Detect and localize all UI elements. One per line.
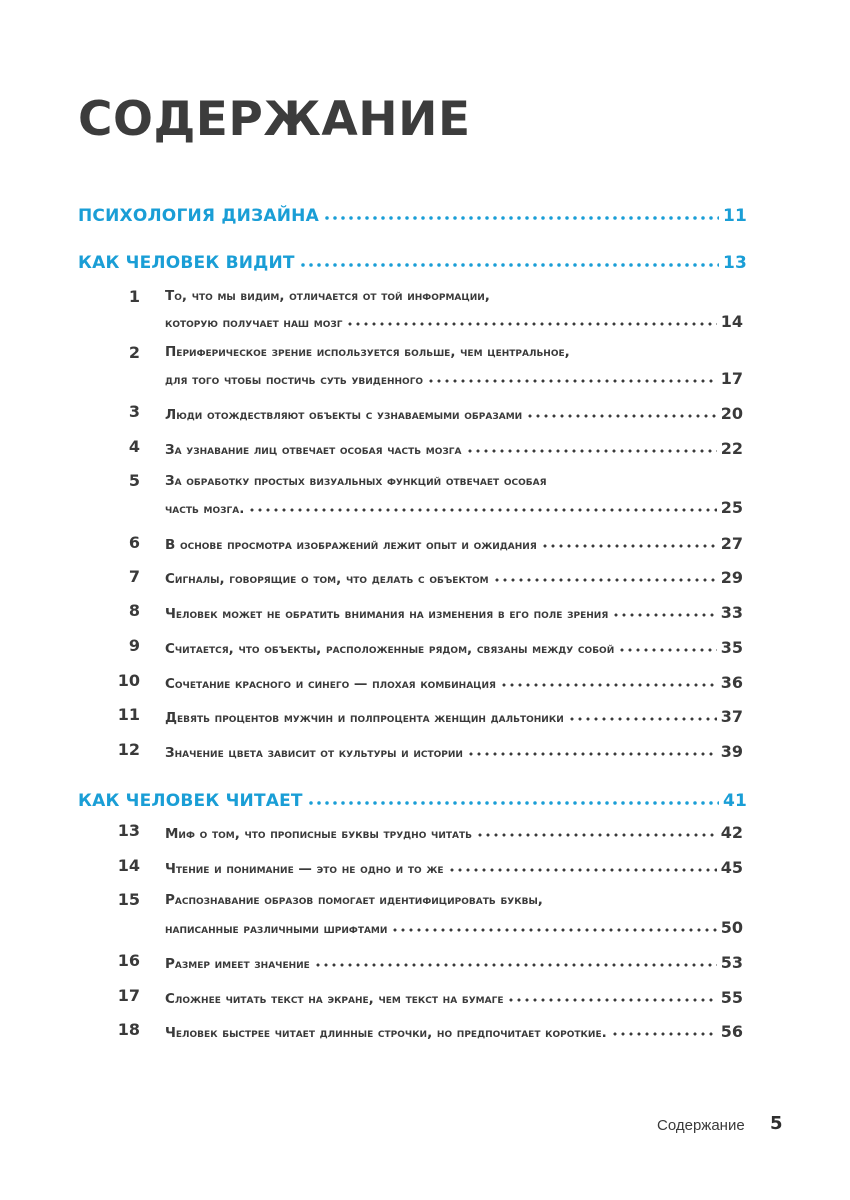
entry-title: Человек быстрее читает длинные строчки, но предпочитает короткие. xyxy=(165,1025,607,1041)
entry-title: Значение цвета зависит от культуры и истории xyxy=(165,745,463,761)
entry-page: 55 xyxy=(720,988,743,1007)
entry-number: 11 xyxy=(117,705,140,724)
dot-leader xyxy=(500,683,717,687)
entry-title-line1: То, что мы видим, отличается от той информации, xyxy=(165,288,490,304)
entry-page: 27 xyxy=(720,534,743,553)
entry-number: 14 xyxy=(117,856,140,875)
entry-page: 20 xyxy=(720,404,743,423)
entry-title: часть мозга. xyxy=(165,501,245,517)
entry-number: 10 xyxy=(117,671,140,690)
toc-entry[interactable] xyxy=(165,600,743,622)
dot-leader xyxy=(391,928,716,932)
entry-title: Люди отождествляют объекты с узнаваемыми образами xyxy=(165,407,523,423)
entry-number: 15 xyxy=(117,890,140,909)
entry-title: для того чтобы постичь суть увиденного xyxy=(165,372,424,388)
dot-leader xyxy=(467,752,717,756)
entry-number: 6 xyxy=(128,533,140,552)
footer-label: Содержание xyxy=(657,1117,745,1134)
dot-leader xyxy=(427,379,717,383)
section-title: КАК ЧЕЛОВЕК ЧИТАЕТ xyxy=(78,791,303,811)
footer-page-number: 5 xyxy=(770,1113,783,1134)
entry-title: Чтение и понимание — это не одно и то же xyxy=(165,861,444,877)
toc-entry[interactable] xyxy=(165,985,743,1007)
toc-entry[interactable] xyxy=(165,436,743,458)
entry-title: Миф о том, что прописные буквы трудно читать xyxy=(165,826,472,842)
toc-entry[interactable] xyxy=(165,820,743,842)
entry-title: Сочетание красного и синего — плохая комбинация xyxy=(165,676,496,692)
entry-number: 4 xyxy=(128,437,140,456)
entry-number: 1 xyxy=(128,287,140,306)
entry-page: 25 xyxy=(720,498,743,517)
dot-leader xyxy=(493,578,717,582)
toc-entry[interactable] xyxy=(165,915,743,937)
entry-title: написанные различными шрифтами xyxy=(165,921,388,937)
section-title: ПСИХОЛОГИЯ ДИЗАЙНА xyxy=(78,206,319,226)
entry-page: 17 xyxy=(720,369,743,388)
toc-entry[interactable] xyxy=(165,704,743,726)
entry-number: 17 xyxy=(117,986,140,1005)
entry-title-line1: Периферическое зрение используется больше, чем центральное, xyxy=(165,344,570,360)
dot-leader xyxy=(307,801,719,805)
toc-entry[interactable] xyxy=(165,950,743,972)
dot-leader xyxy=(299,263,719,267)
entry-page: 56 xyxy=(720,1022,743,1041)
entry-page: 37 xyxy=(720,707,743,726)
entry-title-line1: За обработку простых визуальных функций отвечает особая xyxy=(165,473,547,489)
section-page: 41 xyxy=(722,791,747,811)
entry-number: 7 xyxy=(128,567,140,586)
toc-entry[interactable] xyxy=(165,366,743,388)
entry-number: 9 xyxy=(128,636,140,655)
dot-leader xyxy=(476,833,717,837)
entry-title-line1: Распознавание образов помогает идентифицировать буквы, xyxy=(165,892,543,908)
section-title: КАК ЧЕЛОВЕК ВИДИТ xyxy=(78,253,295,273)
toc-entry[interactable] xyxy=(165,401,743,423)
entry-page: 36 xyxy=(720,673,743,692)
toc-entry[interactable] xyxy=(165,1019,743,1041)
entry-page: 53 xyxy=(720,953,743,972)
dot-leader xyxy=(612,613,716,617)
toc-entry[interactable] xyxy=(165,855,743,877)
entry-number: 3 xyxy=(128,402,140,421)
toc-section[interactable] xyxy=(78,200,747,226)
entry-title: которую получает наш мозг xyxy=(165,315,343,331)
dot-leader xyxy=(541,544,717,548)
entry-page: 29 xyxy=(720,568,743,587)
toc-entry[interactable] xyxy=(165,495,743,517)
toc-entry[interactable] xyxy=(165,309,743,331)
dot-leader xyxy=(507,998,716,1002)
entry-title: За узнавание лиц отвечает особая часть мозга xyxy=(165,442,462,458)
entry-page: 14 xyxy=(720,312,743,331)
toc-entry[interactable] xyxy=(165,635,743,657)
dot-leader xyxy=(568,717,717,721)
entry-page: 22 xyxy=(720,439,743,458)
toc-entry[interactable] xyxy=(165,531,743,553)
section-page: 11 xyxy=(722,206,747,226)
entry-title: Девять процентов мужчин и полпроцента женщин дальтоники xyxy=(165,710,564,726)
dot-leader xyxy=(526,414,717,418)
dot-leader xyxy=(618,648,716,652)
entry-title: Считается, что объекты, расположенные рядом, связаны между собой xyxy=(165,641,615,657)
dot-leader xyxy=(466,449,717,453)
entry-title: Размер имеет значение xyxy=(165,956,310,972)
entry-page: 39 xyxy=(720,742,743,761)
entry-number: 8 xyxy=(128,601,140,620)
entry-number: 12 xyxy=(117,740,140,759)
section-page: 13 xyxy=(722,253,747,273)
entry-page: 42 xyxy=(720,823,743,842)
entry-page: 33 xyxy=(720,603,743,622)
entry-number: 5 xyxy=(128,471,140,490)
entry-title: Сложнее читать текст на экране, чем текст на бумаге xyxy=(165,991,504,1007)
dot-leader xyxy=(248,508,716,512)
toc-section[interactable] xyxy=(78,785,747,811)
entry-number: 2 xyxy=(128,343,140,362)
entry-title: В основе просмотра изображений лежит опыт и ожидания xyxy=(165,537,537,553)
entry-page: 35 xyxy=(720,638,743,657)
page-title: СОДЕРЖАНИЕ xyxy=(78,92,471,147)
toc-section[interactable] xyxy=(78,247,747,273)
entry-number: 18 xyxy=(117,1020,140,1039)
dot-leader xyxy=(323,216,719,220)
entry-number: 13 xyxy=(117,821,140,840)
entry-page: 45 xyxy=(720,858,743,877)
toc-entry[interactable] xyxy=(165,739,743,761)
dot-leader xyxy=(346,322,716,326)
entry-title: Человек может не обратить внимания на изменения в его поле зрения xyxy=(165,606,609,622)
dot-leader xyxy=(611,1032,717,1036)
toc-entry[interactable] xyxy=(165,670,743,692)
entry-number: 16 xyxy=(117,951,140,970)
entry-page: 50 xyxy=(720,918,743,937)
dot-leader xyxy=(314,963,717,967)
entry-title: Сигналы, говорящие о том, что делать с объектом xyxy=(165,571,489,587)
dot-leader xyxy=(448,868,717,872)
toc-entry[interactable] xyxy=(165,565,743,587)
